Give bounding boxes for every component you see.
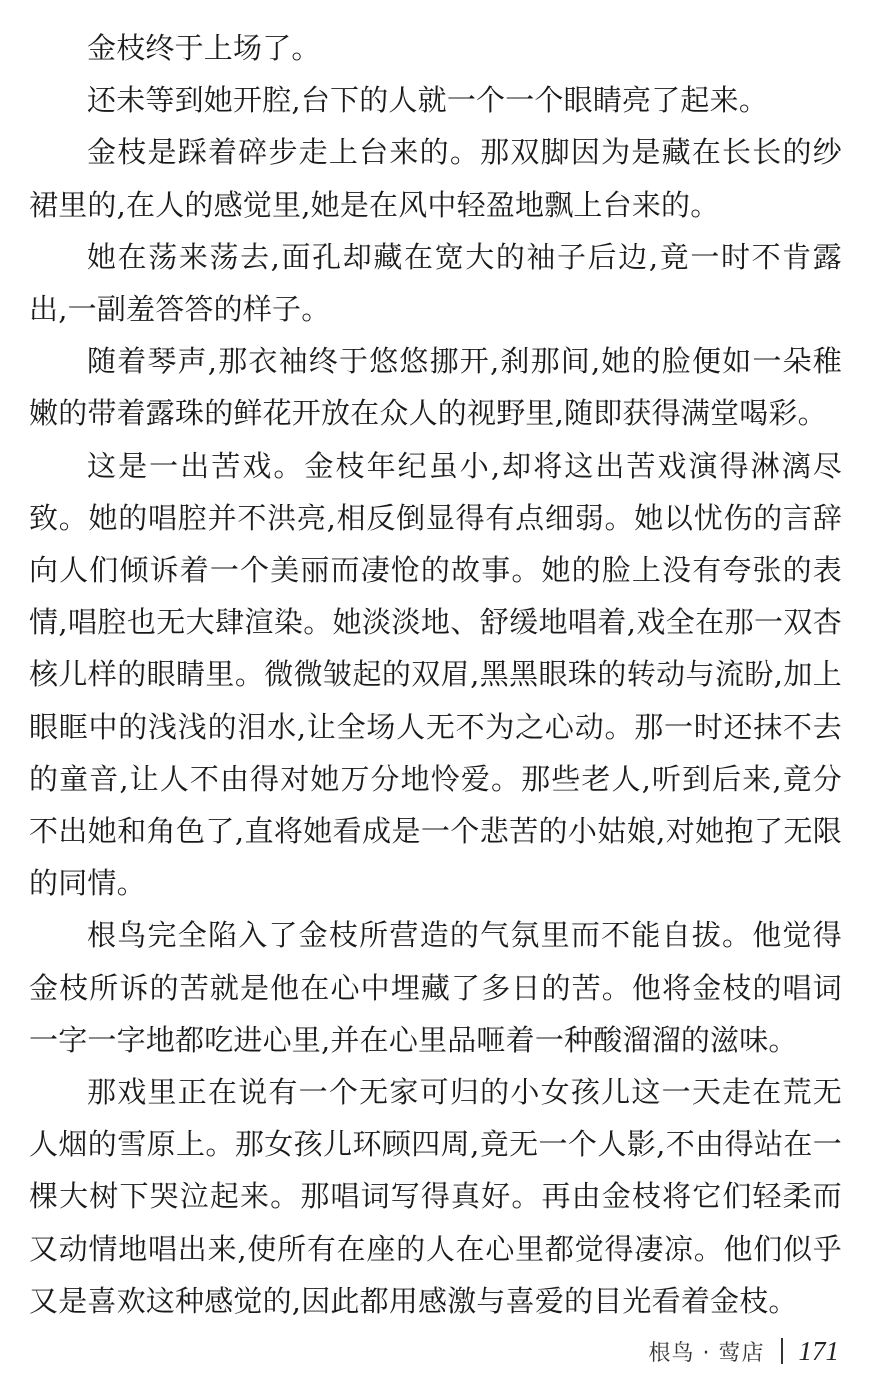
paragraph: 还未等到她开腔,台下的人就一个一个眼睛亮了起来。 <box>87 83 769 118</box>
body-text <box>29 22 842 1327</box>
page-number: 171 <box>798 1335 839 1366</box>
running-title: 根鸟 · 莺店 <box>648 1340 765 1366</box>
paragraph: 这是一出苦戏。金枝年纪虽小,却将这出苦戏演得淋漓尽致。她的唱腔并不洪亮,相反倒显得有点细弱。她以忧伤的言辞向人们倾诉着一个美丽而凄怆的故事。她的脸上没有夸张的表情,唱腔也无大肆渲染。她淡淡地、舒缓地唱着,戏全在那一双杏核儿样的眼睛里。微微皱起的双眉,黑黑眼珠的转动与流盼,加上眼眶中的浅浅的泪水,让全场人无不为之心动。那一时还抹不去的童音,让人不由得对她万分地怜爱。那些老人,听到后来,竟分不出她和角色了,直将她看成是一个悲苦的小姑娘,对她抱了无限的同情。 <box>29 448 842 901</box>
paragraph: 随着琴声,那衣袖终于悠悠挪开,刹那间,她的脸便如一朵稚嫩的带着露珠的鲜花开放在众人的视野里,随即获得满堂喝彩。 <box>29 344 842 431</box>
paragraph: 那戏里正在说有一个无家可归的小女孩儿这一天走在荒无人烟的雪原上。那女孩儿环顾四周,竟无一个人影,不由得站在一棵大树下哭泣起来。那唱词写得真好。再由金枝将它们轻柔而又动情地唱出来,使所有在座的人在心里都觉得凄凉。他们似乎又是喜欢这种感觉的,因此都用感激与喜爱的目光看着金枝。 <box>29 1075 842 1318</box>
page-footer <box>649 1331 839 1371</box>
paragraph: 根鸟完全陷入了金枝所营造的气氛里而不能自拔。他觉得金枝所诉的苦就是他在心中埋藏了多日的苦。他将金枝的唱词一字一字地都吃进心里,并在心里品咂着一种酸溜溜的滋味。 <box>29 918 842 1057</box>
paragraph: 她在荡来荡去,面孔却藏在宽大的袖子后边,竟一时不肯露出,一副羞答答的样子。 <box>29 239 842 327</box>
footer-divider <box>781 1338 783 1364</box>
paragraph: 金枝终于上场了。 <box>87 31 321 65</box>
paragraph: 金枝是踩着碎步走上台来的。那双脚因为是藏在长长的纱裙里的,在人的感觉里,她是在风中轻盈地飘上台来的。 <box>29 135 842 222</box>
